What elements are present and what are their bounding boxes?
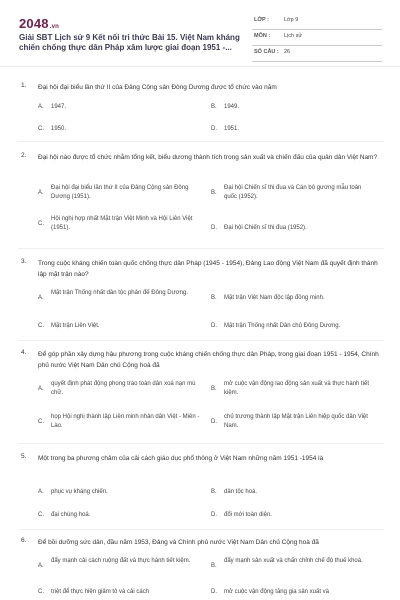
question-divider [18, 340, 384, 341]
question-text: Trong cuộc kháng chiến toàn quốc chống thực dân Pháp (1945 - 1954), Đảng Lao động Việt Nam đã quyết định thành lập mặt trận nào? [38, 260, 378, 278]
worksheet-title: Giải SBT Lịch sử 9 Kết nối tri thức Bài 15. Việt Nam kháng chiến chống thực dân Pháp xâm lược giai đoạn 1951 -... [19, 33, 240, 52]
option-b[interactable] [211, 184, 381, 202]
option-text: chủ trương thành lập Mặt trận Liên hiệp quốc dân Việt Nam. [224, 414, 368, 429]
option-text: phục vụ kháng chiến. [51, 489, 108, 495]
option-text: Đại hội Chiến sĩ thi đua và Cán bộ gương mẫu toàn quốc (1952). [224, 185, 362, 200]
option-letter: B. [211, 562, 217, 569]
logo-suffix: .vn [49, 24, 60, 30]
meta-value-count: 26 [284, 49, 291, 55]
option-letter: C. [38, 323, 44, 329]
logo-text: 2048 [19, 16, 49, 31]
option-text: đại chúng hoá. [51, 512, 91, 518]
option-letter: C. [38, 126, 44, 132]
option-b[interactable] [211, 380, 381, 398]
meta-value-subject: Lịch sử [284, 33, 303, 39]
question-text: Đại hội đại biểu lần thứ II của Đảng Cộng sản Đông Dương được tổ chức vào năm [38, 84, 277, 91]
option-text: Mặt trận Việt Nam độc lập đồng minh. [224, 295, 325, 301]
option-text: họp Hội nghị thành lập Liên minh nhân dân Việt - Miên - Lào. [51, 414, 200, 429]
option-text: mở cuộc vận động lao động sản xuất và thực hành tiết kiệm. [224, 381, 370, 396]
worksheet-meta [252, 14, 382, 62]
meta-row-subject [252, 30, 382, 46]
meta-label-subject: MÔN : [254, 33, 271, 39]
option-letter: D. [211, 512, 217, 518]
meta-value-class: Lớp 9 [284, 17, 299, 23]
option-letter: D. [211, 418, 217, 425]
question-number: 1. [21, 82, 27, 89]
option-a[interactable] [38, 557, 203, 575]
option-letter: B. [211, 489, 217, 495]
question-number: 3. [21, 258, 27, 265]
option-text: Đại hội đại biểu lần thứ II của Đảng Cộng sản Đông Dương (1951). [51, 185, 189, 200]
question-text: Một trong ba phương châm của cải cách giáo dục phổ thông ở Việt Nam những năm 1951 -1954 là [38, 455, 324, 462]
option-text: đẩy mạnh sản xuất và chấn chỉnh chế độ thuế khoá. [224, 558, 363, 564]
question-number: 2. [21, 152, 27, 159]
option-letter: A. [38, 189, 44, 196]
meta-row-class [252, 14, 382, 30]
option-letter: A. [38, 489, 44, 495]
header-divider [0, 66, 400, 67]
question-divider [18, 529, 384, 530]
option-text: mở cuộc vận động tăng gia sản xuất và [224, 589, 329, 595]
option-letter: B. [211, 104, 217, 110]
question-number: 4. [21, 349, 27, 356]
meta-row-count [252, 46, 382, 62]
option-text: quyết định phát động phong trào toàn dân xoá nạn mù chữ. [51, 381, 196, 396]
option-letter: B. [211, 385, 217, 392]
option-text: 1949. [224, 104, 240, 110]
option-text: Mặt trận Thống nhất dân tộc phản đế Đông Dương. [51, 290, 188, 296]
option-d[interactable] [211, 413, 381, 431]
option-text: 1951. [224, 126, 240, 132]
option-letter: A. [38, 562, 44, 569]
option-letter: C. [38, 512, 44, 518]
option-letter: A. [38, 385, 44, 392]
option-text: triệt để thực hiện giảm tô và cải cách [51, 589, 150, 595]
option-a[interactable] [38, 289, 203, 307]
question-divider [18, 248, 384, 249]
option-a[interactable] [38, 184, 203, 202]
question-divider [18, 443, 384, 444]
option-text: Mặt trận Liên Việt. [51, 323, 100, 329]
site-logo[interactable] [19, 16, 59, 31]
option-letter: D. [211, 225, 217, 231]
question-text: Để góp phần xây dựng hậu phương trong cuộc kháng chiến chống thực dân Pháp, trong giai đoạn 1951 - 1954, Chính phủ nước Việt Nam Dân chủ Cộng hoà đã [38, 351, 379, 369]
worksheet-header [0, 0, 400, 66]
option-text: dân tộc hoá. [224, 489, 258, 495]
option-b[interactable] [211, 557, 381, 575]
option-text: đổi mới toàn diện. [224, 512, 272, 518]
option-letter: B. [211, 295, 217, 301]
option-letter: A. [38, 294, 44, 301]
question-number: 5. [21, 453, 27, 460]
meta-label-class: LỚP : [254, 17, 269, 23]
question-number: 6. [21, 537, 27, 544]
option-c[interactable] [38, 215, 203, 233]
option-text: 1947. [51, 104, 67, 110]
option-text: Mặt trận Thống nhất Dân chủ Đông Dương. [224, 323, 341, 329]
question-text: Đại hội nào được tổ chức nhằm tổng kết, biểu dương thành tích trong sản xuất và chiến đấu của quân dân Việt Nam? [38, 154, 378, 161]
option-letter: C. [38, 418, 44, 425]
option-text: Đại hội Chiến sĩ thi đua (1952). [224, 225, 307, 231]
option-letter: A. [38, 104, 44, 110]
option-letter: B. [211, 189, 217, 196]
option-a[interactable] [38, 380, 203, 398]
question-text: Để bồi dưỡng sức dân, đầu năm 1953, Đảng và Chính phủ nước Việt Nam Dân chủ Cộng hoà đã [38, 539, 319, 546]
meta-label-count: SỐ CÂU : [254, 49, 279, 55]
option-letter: C. [38, 220, 44, 227]
option-text: 1950. [51, 126, 67, 132]
option-c[interactable] [38, 413, 203, 431]
question-divider [18, 141, 384, 142]
option-text: đẩy mạnh cải cách ruộng đất và thực hành tiết kiệm. [51, 558, 191, 564]
option-text: Hội nghị hợp nhất Mặt trận Việt Minh và Hội Liên Việt (1951). [51, 216, 193, 231]
option-letter: D. [211, 323, 217, 329]
option-letter: D. [211, 126, 217, 132]
option-letter: D. [211, 589, 217, 595]
option-letter: C. [38, 589, 44, 595]
